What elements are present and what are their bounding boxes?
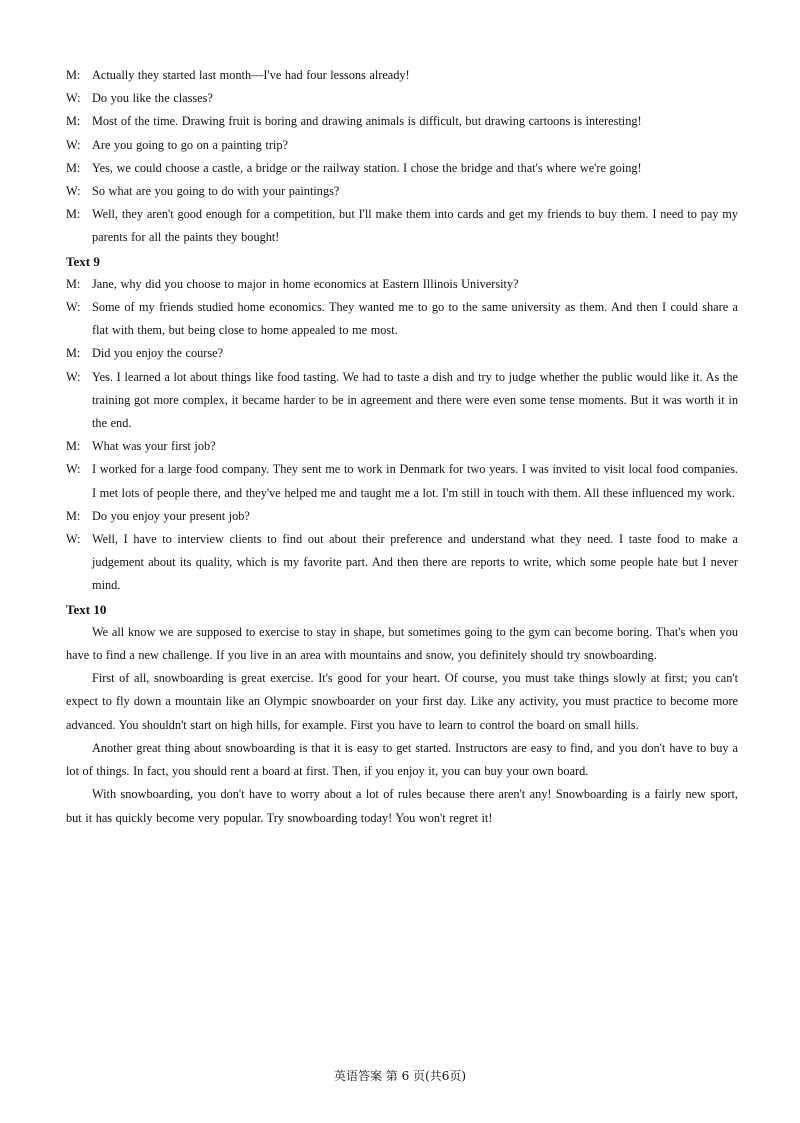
dialogue-line	[66, 134, 738, 157]
section-heading: Text 9	[66, 253, 100, 269]
speaker-label: W:	[66, 137, 81, 152]
dialogue-text: Are you going to go on a painting trip?	[92, 137, 288, 152]
dialogue-continued	[66, 64, 738, 250]
passage-paragraph: With snowboarding, you don't have to worry about a lot of rules because there aren't any! Snowboarding is a fairly new sport, but it has quickly become very popular. Try snowboarding today! You won't regret it!	[66, 787, 738, 825]
dialogue-line	[66, 273, 738, 296]
dialogue-text: Well, I have to interview clients to find out about their preference and understand what they need. I taste food to make a judgement about its quality, which is my favorite part. And then there are reports to write, which some people hate but I never mind.	[92, 532, 738, 593]
speaker-label: M:	[66, 207, 81, 222]
page-footer: 英语答案 第 6 页(共6页)	[333, 1069, 467, 1083]
text-9-section	[66, 250, 738, 598]
passage-paragraph: First of all, snowboarding is great exercise. It's good for your heart. Of course, you must take things slowly at first; you can't expect to fly down a mountain like an Olympic snowboarder on your first day. Like any activity, you must practice to become more advanced. You shouldn't start on high hills, for example. First you have to learn to control the board on small hills.	[66, 671, 738, 732]
dialogue-line	[66, 435, 738, 458]
dialogue-text: Actually they started last month—I've had four lessons already!	[92, 68, 410, 82]
dialogue-text: Yes. I learned a lot about things like food tasting. We had to taste a dish and try to judge whether the public would like it. As the training got more complex, it became harder to be in agreement and there were even some tense moments. But it was worth it in the end.	[92, 369, 738, 431]
speaker-label: M:	[66, 68, 81, 82]
speaker-label: W:	[66, 91, 81, 106]
dialogue-line	[66, 458, 738, 504]
dialogue-line	[66, 87, 738, 110]
dialogue-text: Well, they aren't good enough for a competition, but I'll make them into cards and get my friends to buy them. I need to pay my parents for all the paints they bought!	[92, 207, 738, 245]
speaker-label: W:	[66, 532, 81, 547]
dialogue-line	[66, 180, 738, 203]
section-heading: Text 10	[66, 601, 107, 617]
text-10-section	[66, 598, 738, 830]
speaker-label: W:	[66, 184, 81, 199]
speaker-label: W:	[66, 300, 81, 315]
speaker-label: M:	[66, 160, 81, 175]
dialogue-text: So what are you going to do with your paintings?	[92, 184, 340, 199]
dialogue-text: Some of my friends studied home economics. They wanted me to go to the same university as them. And then I could share a flat with them, but being close to home appealed to me most.	[92, 300, 738, 338]
answer-script-body	[66, 64, 738, 830]
dialogue-line	[66, 110, 738, 133]
dialogue-text: Do you like the classes?	[92, 91, 213, 106]
dialogue-text: Yes, we could choose a castle, a bridge or the railway station. I chose the bridge and that's where we're going!	[92, 160, 642, 175]
speaker-label: M:	[66, 508, 81, 523]
dialogue-line	[66, 505, 738, 528]
dialogue-line	[66, 296, 738, 342]
dialogue-line	[66, 203, 738, 249]
speaker-label: M:	[66, 439, 81, 454]
speaker-label: W:	[66, 369, 81, 384]
dialogue-line	[66, 528, 738, 598]
dialogue-line	[66, 366, 738, 436]
passage-paragraph: We all know we are supposed to exercise to stay in shape, but sometimes going to the gym can become boring. That's when you have to find a new challenge. If you live in an area with mountains and snow, you definitely should try snowboarding.	[66, 624, 738, 663]
dialogue-text: I worked for a large food company. They sent me to work in Denmark for two years. I was invited to visit local food companies. I met lots of people there, and they've helped me and taught me a lot. I'm still in touch with them. All these influenced my work.	[92, 462, 738, 500]
speaker-label: M:	[66, 276, 81, 291]
dialogue-text: Do you enjoy your present job?	[92, 508, 250, 523]
dialogue-line	[66, 342, 738, 365]
dialogue-line	[66, 157, 738, 180]
dialogue-text: Did you enjoy the course?	[92, 346, 224, 361]
speaker-label: M:	[66, 346, 81, 361]
speaker-label: M:	[66, 114, 81, 129]
dialogue-text: What was your first job?	[92, 439, 216, 454]
dialogue-line	[66, 64, 738, 87]
dialogue-text: Jane, why did you choose to major in home economics at Eastern Illinois University?	[92, 276, 519, 291]
speaker-label: W:	[66, 462, 81, 477]
dialogue-text: Most of the time. Drawing fruit is boring and drawing animals is difficult, but drawing cartoons is interesting!	[92, 114, 642, 129]
passage-paragraph: Another great thing about snowboarding is that it is easy to get started. Instructors are easy to find, and you don't have to buy a lot of things. In fact, you should rent a board at first. Then, if you enjoy it, you can buy your own board.	[66, 740, 738, 779]
